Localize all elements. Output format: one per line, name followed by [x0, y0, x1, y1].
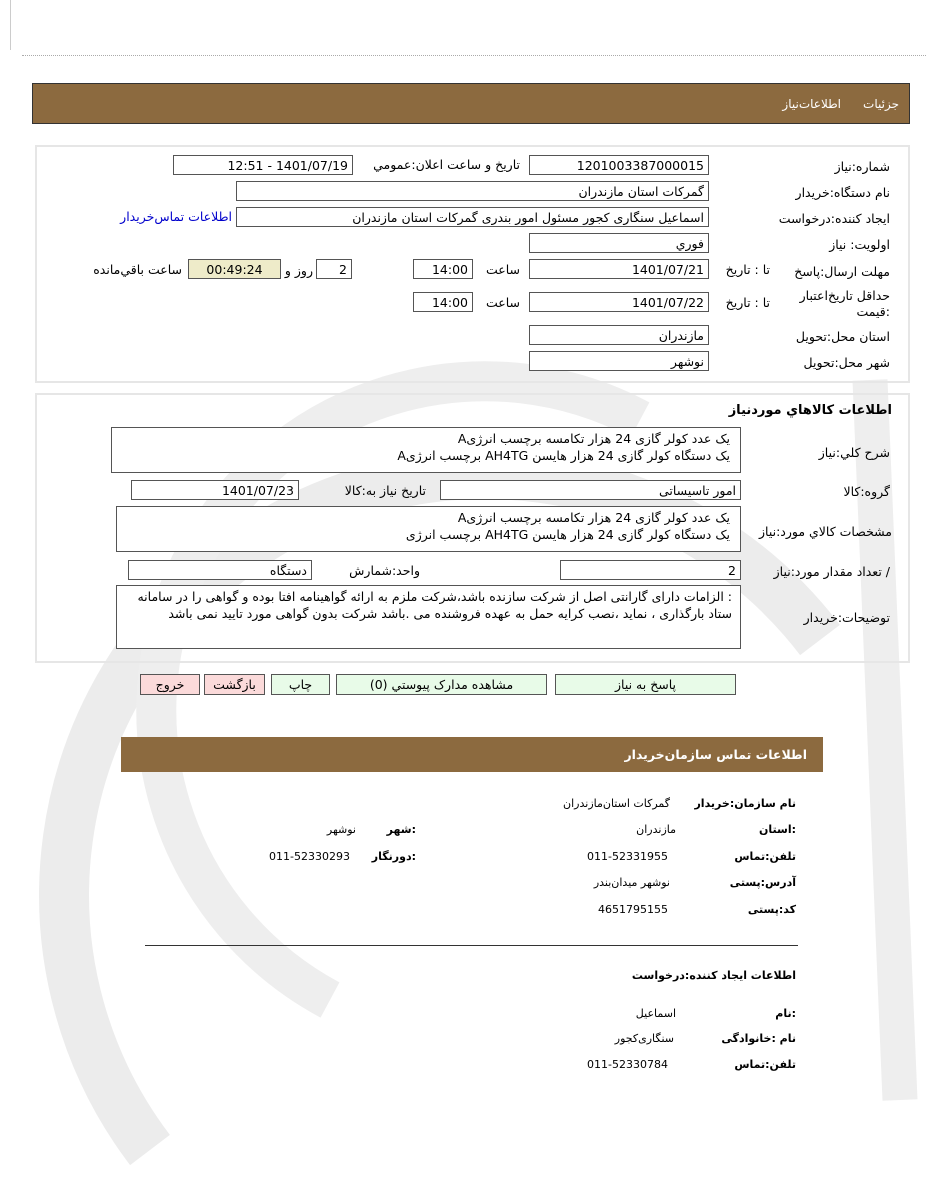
- summary-label: شرح کلي:نياز: [818, 445, 890, 460]
- priority-field: فوري: [529, 233, 709, 253]
- province-value: مازندران: [636, 823, 676, 836]
- summary-box: [111, 427, 741, 473]
- reply-button[interactable]: پاسخ به نياز: [555, 674, 736, 695]
- specs-line-1: یک عدد کولر گازی 24 هزار تکامسه برچسب انرژیA: [457, 510, 730, 525]
- specs-label: مشخصات کالاي مورد:نياز: [758, 524, 892, 539]
- address-label: آدرس:پستی: [729, 876, 796, 889]
- priority-label: اولويت: نياز: [829, 237, 890, 252]
- creator-label: ايجاد کننده:درخواست: [778, 211, 890, 226]
- announce-field: 1401/07/19 - 12:51: [173, 155, 353, 175]
- fax-label: :دورنگار: [371, 850, 416, 863]
- left-border: [10, 0, 11, 50]
- section-divider: [145, 945, 798, 946]
- deadline-time-field: 14:00: [413, 259, 473, 279]
- description-label: توضيحات:خريدار: [803, 610, 890, 625]
- tab-need-info[interactable]: اطلاعات‌نیاز: [782, 97, 841, 111]
- validity-label: حداقل تاريخ‌اعتبار :قيمت: [799, 288, 890, 319]
- goods-title: اطلاعات کالاهاي موردنياز: [728, 403, 892, 418]
- address-value: نوشهر میدان‌بندر: [593, 876, 670, 889]
- postal-label: کد:پستی: [747, 903, 796, 916]
- deadline-time-label: ساعت: [485, 262, 520, 277]
- creator-name-value: اسماعیل: [635, 1007, 676, 1020]
- exit-button[interactable]: خروج: [140, 674, 200, 695]
- org-label: نام سازمان:خریدار: [694, 797, 796, 810]
- days-label: روز و: [284, 263, 313, 278]
- description-box: : الزامات دارای گارانتی اصل از شرکت سازنده باشد،شرکت ملزم به ارائه گواهینامه افتا بوده و گواهی را در سامانه ستاد بارگذاری ، نماید ،نصب کرایه حمل به عهده فروشنده می .باشد شرکت بدون گواهی مورد تایید نمی باشد: [116, 585, 741, 649]
- top-divider: [22, 55, 926, 56]
- remaining-label: ساعت باقي‌مانده: [93, 262, 182, 277]
- province-label-contact: :استان: [759, 823, 796, 836]
- province-field: مازندران: [529, 325, 709, 345]
- org-value: گمرکات استان‌مازندران: [563, 797, 670, 810]
- creator-name-label: :نام: [775, 1007, 796, 1020]
- group-field: امور تاسیساتی: [440, 480, 741, 500]
- announce-label: تاريخ و ساعت اعلان:عمومي: [373, 157, 520, 172]
- need-date-field: 1401/07/23: [131, 480, 299, 500]
- validity-date-field: 1401/07/22: [529, 292, 709, 312]
- need-number-label: شماره:نياز: [834, 159, 890, 174]
- creator-phone-label: تلفن:تماس: [734, 1058, 796, 1071]
- specs-line-2: یک دستگاه کولر گازی 24 هزار هایسن AH4TG برچسب انرژی: [405, 527, 730, 542]
- city-label-contact: :شهر: [386, 823, 416, 836]
- creator-field: اسماعیل سنگاری کجور مسئول امور بندری گمرکات استان مازندران: [236, 207, 709, 227]
- contact-title: اطلاعات تماس سازمان‌خريدار: [624, 747, 807, 762]
- back-button[interactable]: بازگشت: [204, 674, 265, 695]
- deadline-label: مهلت ارسال:پاسخ: [794, 264, 890, 279]
- group-label: گروه:کالا: [843, 484, 890, 499]
- quantity-label: / تعداد مقدار مورد:نياز: [773, 564, 890, 579]
- summary-line-2: یک دستگاه کولر گازی 24 هزار هایسن AH4TG برچسب انرژیA: [397, 448, 730, 463]
- unit-label: واحد:شمارش: [349, 563, 420, 578]
- creator-family-label: نام :خانوادگی: [721, 1032, 796, 1045]
- province-label: استان محل:تحويل: [795, 329, 890, 344]
- deadline-date-field: 1401/07/21: [529, 259, 709, 279]
- phone-value: 011-52331955: [587, 850, 668, 863]
- validity-to-date-label: تا : تاريخ: [725, 295, 770, 310]
- page-header: [32, 83, 910, 124]
- city-value: نوشهر: [326, 823, 356, 836]
- creator-title: اطلاعات ایجاد کننده:درخواست: [631, 969, 796, 982]
- fax-value: 011-52330293: [269, 850, 350, 863]
- tab-details[interactable]: جزئیات: [863, 97, 899, 111]
- contact-header: [121, 737, 823, 772]
- postal-value: 4651795155: [598, 903, 668, 916]
- print-button[interactable]: چاپ: [271, 674, 330, 695]
- deadline-to-date-label: تا : تاريخ: [725, 262, 770, 277]
- city-field: نوشهر: [529, 351, 709, 371]
- view-attachments-button[interactable]: مشاهده مدارک پيوستي (0): [336, 674, 547, 695]
- days-remaining-field: 2: [316, 259, 352, 279]
- phone-label: تلفن:تماس: [734, 850, 796, 863]
- need-date-label: تاريخ نياز به:کالا: [344, 483, 426, 498]
- buyer-contact-link[interactable]: اطلاعات تماس‌خريدار: [120, 209, 232, 224]
- countdown-field: 00:49:24: [188, 259, 281, 279]
- buyer-field: گمرکات استان مازندران: [236, 181, 709, 201]
- unit-field: دستگاه: [128, 560, 312, 580]
- validity-time-field: 14:00: [413, 292, 473, 312]
- quantity-field: 2: [560, 560, 741, 580]
- validity-time-label: ساعت: [485, 295, 520, 310]
- creator-family-value: سنگاری‌کجور: [614, 1032, 674, 1045]
- summary-line-1: یک عدد کولر گازی 24 هزار تکامسه برچسب انرژیA: [457, 431, 730, 446]
- city-label: شهر محل:تحويل: [803, 355, 890, 370]
- buyer-label: نام دستگاه:خريدار: [795, 185, 890, 200]
- creator-phone-value: 011-52330784: [587, 1058, 668, 1071]
- need-number-field: 1201003387000015: [529, 155, 709, 175]
- specs-box: [116, 506, 741, 552]
